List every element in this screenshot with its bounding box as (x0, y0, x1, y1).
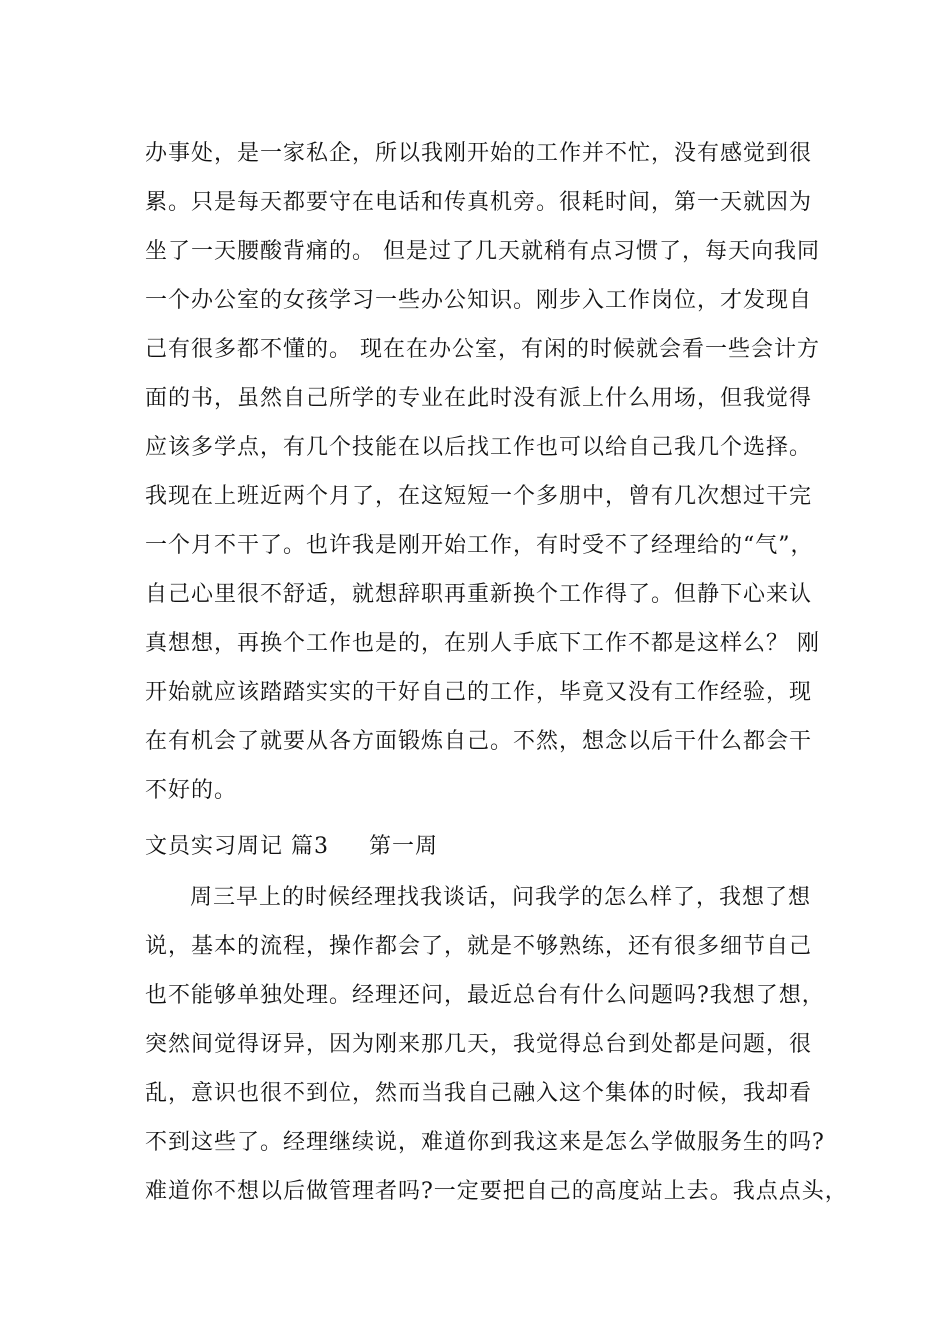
paragraph-line: 也不能够单独处理。经理还问，最近总台有什么问题吗?我想了想， (145, 983, 825, 1008)
heading-week: 第一周 (369, 834, 439, 859)
paragraph-line: 应该多学点，有几个技能在以后找工作也可以给自己我几个选择。 (145, 435, 813, 460)
paragraph-line: 周三早上的时候经理找我谈话，问我学的怎么样了，我想了想 (190, 885, 812, 910)
paragraph-line: 不到这些了。经理继续说，难道你到我这来是怎么学做服务生的吗? (145, 1130, 825, 1155)
paragraph-line: 坐了一天腰酸背痛的。 但是过了几天就稍有点习惯了，每天向我同 (145, 239, 820, 264)
heading-section: 篇3 (291, 834, 330, 859)
paragraph-line: 办事处，是一家私企，所以我刚开始的工作并不忙，没有感觉到很 (145, 141, 813, 166)
paragraph-line: 说，基本的流程，操作都会了，就是不够熟练，还有很多细节自己 (145, 934, 813, 959)
paragraph-line: 乱，意识也很不到位，然而当我自己融入这个集体的时候，我却看 (145, 1081, 813, 1106)
paragraph-line: 己有很多都不懂的。 现在在办公室，有闲的时候就会看一些会计方 (145, 337, 820, 362)
paragraph-line: 突然间觉得讶异，因为刚来那几天，我觉得总台到处都是问题，很 (145, 1032, 813, 1057)
paragraph-line: 一个办公室的女孩学习一些办公知识。刚步入工作岗位，才发现自 (145, 288, 813, 313)
paragraph-line: 累。只是每天都要守在电话和传真机旁。很耗时间，第一天就因为 (145, 190, 813, 215)
paragraph-line: 不好的。 (145, 778, 238, 803)
paragraph-line: 难道你不想以后做管理者吗?一定要把自己的高度站上去。我点点头， (145, 1179, 848, 1204)
paragraph-line: 一个月不干了。也许我是刚开始工作，有时受不了经理给的“气”， (145, 533, 814, 558)
section-heading (145, 832, 835, 862)
paragraph-line: 我现在上班近两个月了，在这短短一个多朋中，曾有几次想过干完 (145, 484, 813, 509)
paragraph-line: 在有机会了就要从各方面锻炼自己。不然，想念以后干什么都会干 (145, 729, 813, 754)
paragraph-line: 真想想，再换个工作也是的，在别人手底下工作不都是这样么？ 刚 (145, 631, 820, 656)
paragraph-line: 自己心里很不舒适，就想辞职再重新换个工作得了。但静下心来认 (145, 582, 813, 607)
heading-title: 文员实习周记 (145, 834, 284, 859)
paragraph-line: 开始就应该踏踏实实的干好自己的工作，毕竟又没有工作经验，现 (145, 680, 813, 705)
paragraph-line: 面的书，虽然自己所学的专业在此时没有派上什么用场，但我觉得 (145, 386, 813, 411)
